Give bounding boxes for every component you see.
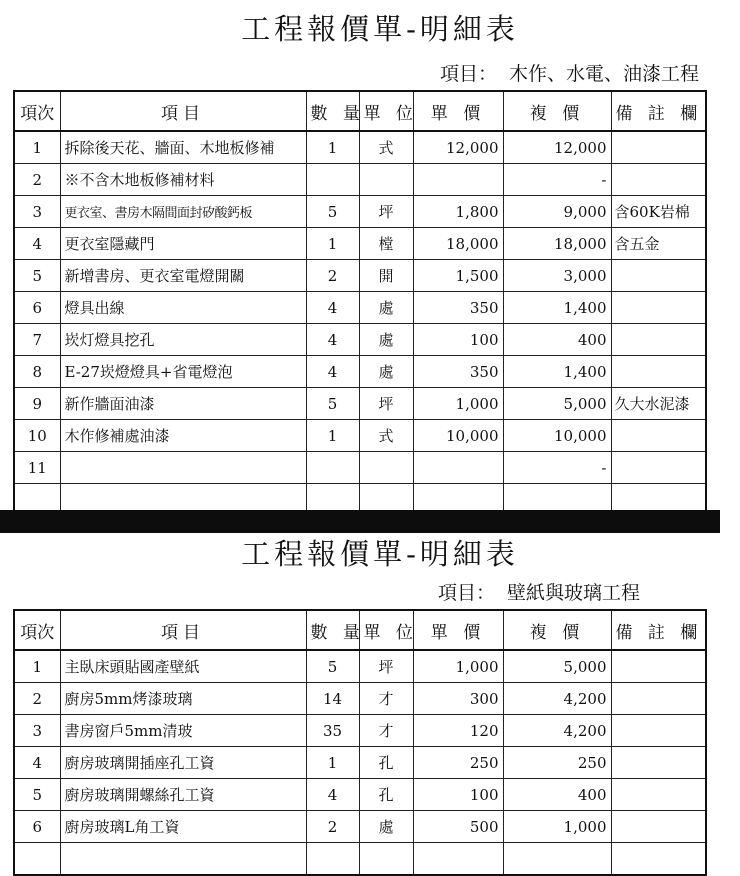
row-price: 100 [413,324,503,356]
row-unit: 處 [359,356,413,388]
row-total: 250 [503,747,611,779]
quote-sheet-2 [0,533,720,866]
row-item: ※不含木地板修補材料 [60,164,306,196]
table-row [14,650,706,683]
row-unit [359,843,413,876]
sheet-title: 工程報價單-明細表 [241,537,519,571]
row-total: 4,200 [503,715,611,747]
row-total: 10,000 [503,420,611,452]
row-total: 400 [503,779,611,811]
table-row [14,131,706,164]
row-price: 1,800 [413,196,503,228]
row-price: 350 [413,356,503,388]
row-total: - [503,164,611,196]
header-qty: 數 量 [306,610,359,650]
row-no: 5 [14,260,60,292]
row-qty [306,452,359,484]
row-qty: 1 [306,228,359,260]
row-qty: 1 [306,420,359,452]
row-price: 1,000 [413,388,503,420]
row-total: 12,000 [503,131,611,164]
table-row [14,843,706,876]
row-qty: 4 [306,356,359,388]
row-price: 1,500 [413,260,503,292]
row-item [60,843,306,876]
row-no: 5 [14,779,60,811]
row-price [413,164,503,196]
table-row [14,324,706,356]
table-header-row [14,610,706,650]
row-total: 3,000 [503,260,611,292]
row-item: 廚房玻璃開插座孔工資 [60,747,306,779]
row-qty: 4 [306,324,359,356]
row-qty: 5 [306,650,359,683]
table-row [14,228,706,260]
row-item: 木作修補處油漆 [60,420,306,452]
row-unit: 孔 [359,747,413,779]
row-unit: 坪 [359,650,413,683]
row-price: 18,000 [413,228,503,260]
table-row [14,747,706,779]
row-total: 9,000 [503,196,611,228]
row-qty: 4 [306,779,359,811]
row-qty: 1 [306,131,359,164]
row-item: 拆除後天花、牆面、木地板修補 [60,131,306,164]
quote-table [13,609,707,876]
table-row [14,683,706,715]
row-no: 2 [14,164,60,196]
row-no [14,843,60,876]
table-row [14,292,706,324]
table-row [14,196,706,228]
row-no: 10 [14,420,60,452]
header-no: 項次 [14,91,60,131]
header-item: 項目 [60,610,306,650]
row-unit: 樘 [359,228,413,260]
row-total: 4,200 [503,683,611,715]
row-unit: 坪 [359,388,413,420]
row-total [503,843,611,876]
row-no: 2 [14,683,60,715]
row-unit [359,452,413,484]
header-total: 複 價 [503,610,611,650]
row-price: 500 [413,811,503,843]
row-qty: 5 [306,196,359,228]
row-qty [306,164,359,196]
row-no: 11 [14,452,60,484]
row-price: 300 [413,683,503,715]
row-note [611,164,706,196]
row-price [413,843,503,876]
row-total: 5,000 [503,650,611,683]
row-note [611,747,706,779]
row-qty: 5 [306,388,359,420]
table-header-row [14,91,706,131]
header-no: 項次 [14,610,60,650]
row-no: 4 [14,747,60,779]
row-unit [359,164,413,196]
row-qty: 4 [306,292,359,324]
row-qty: 2 [306,260,359,292]
row-item: 新增書房、更衣室電燈開關 [60,260,306,292]
project-name: 木作、水電、油漆工程 [509,63,700,85]
row-no: 7 [14,324,60,356]
quote-table [13,90,707,517]
row-item: 更衣室隱藏門 [60,228,306,260]
table-row [14,811,706,843]
row-no: 9 [14,388,60,420]
header-item: 項目 [60,91,306,131]
row-price: 12,000 [413,131,503,164]
row-item: 燈具出線 [60,292,306,324]
row-note [611,843,706,876]
sheet-title: 工程報價單-明細表 [241,12,519,46]
row-price: 100 [413,779,503,811]
table-row [14,452,706,484]
row-item: 更衣室、書房木隔間面封矽酸鈣板 [60,196,306,228]
row-no: 3 [14,715,60,747]
section-divider [0,510,720,533]
header-qty: 數 量 [306,91,359,131]
row-qty [306,843,359,876]
row-total: 1,400 [503,292,611,324]
row-qty: 14 [306,683,359,715]
row-note [611,683,706,715]
row-note [611,779,706,811]
row-note [611,715,706,747]
row-unit: 坪 [359,196,413,228]
row-no: 1 [14,131,60,164]
row-note: 含五金 [611,228,706,260]
row-price: 1,000 [413,650,503,683]
row-note [611,131,706,164]
header-unit: 單 位 [359,91,413,131]
header-price: 單 價 [413,610,503,650]
row-unit: 式 [359,131,413,164]
row-total: 400 [503,324,611,356]
row-total: 1,000 [503,811,611,843]
row-unit: 孔 [359,779,413,811]
row-price: 250 [413,747,503,779]
table-row [14,779,706,811]
row-no: 1 [14,650,60,683]
row-unit: 開 [359,260,413,292]
row-item: 廚房玻璃開螺絲孔工資 [60,779,306,811]
project-name: 壁紙與玻璃工程 [507,582,641,604]
row-item: 廚房玻璃L角工資 [60,811,306,843]
project-label: 項目： [438,582,496,604]
row-price [413,452,503,484]
table-row [14,388,706,420]
row-unit: 處 [359,811,413,843]
row-item: 崁灯燈具挖孔 [60,324,306,356]
header-note: 備 註 欄 [611,610,706,650]
row-note: 久大水泥漆 [611,388,706,420]
row-item: 廚房5mm烤漆玻璃 [60,683,306,715]
row-qty: 35 [306,715,359,747]
row-no: 3 [14,196,60,228]
row-no: 6 [14,811,60,843]
row-unit: 處 [359,324,413,356]
row-note: 含60K岩棉 [611,196,706,228]
row-unit: 式 [359,420,413,452]
row-qty: 2 [306,811,359,843]
table-row [14,420,706,452]
row-item: 書房窗戶5mm清玻 [60,715,306,747]
table-row [14,164,706,196]
table-row [14,260,706,292]
project-line [438,581,640,605]
row-item: 新作牆面油漆 [60,388,306,420]
row-note [611,324,706,356]
header-unit: 單 位 [359,610,413,650]
row-no: 6 [14,292,60,324]
row-price: 120 [413,715,503,747]
row-price: 350 [413,292,503,324]
row-item: 主臥床頭貼國產壁紙 [60,650,306,683]
row-total: 1,400 [503,356,611,388]
header-price: 單 價 [413,91,503,131]
header-total: 複 價 [503,91,611,131]
row-note [611,420,706,452]
row-note [611,811,706,843]
row-no: 4 [14,228,60,260]
row-qty: 1 [306,747,359,779]
row-no: 8 [14,356,60,388]
project-label: 項目： [440,63,498,85]
row-price: 10,000 [413,420,503,452]
row-note [611,356,706,388]
row-unit: 才 [359,715,413,747]
project-line [440,62,699,86]
row-item: E-27崁燈燈具+省電燈泡 [60,356,306,388]
row-item [60,452,306,484]
row-note [611,650,706,683]
row-total: 5,000 [503,388,611,420]
row-note [611,260,706,292]
row-unit: 才 [359,683,413,715]
row-total: - [503,452,611,484]
header-note: 備 註 欄 [611,91,706,131]
table-row [14,715,706,747]
row-unit: 處 [359,292,413,324]
row-total: 18,000 [503,228,611,260]
row-note [611,452,706,484]
table-row [14,356,706,388]
row-note [611,292,706,324]
